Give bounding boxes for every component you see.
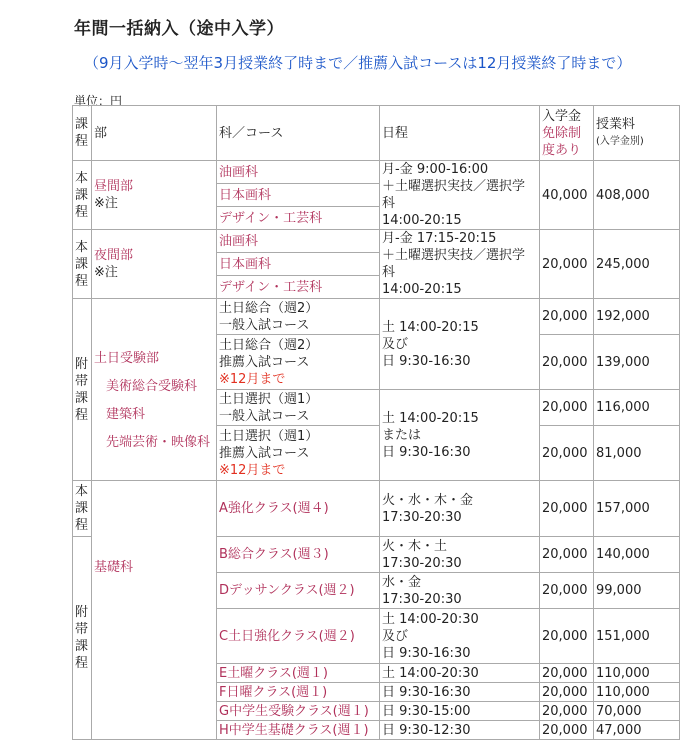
subject-cell: 土日総合（週2） 一般入試コース [217, 299, 380, 335]
header-tuition: 授業料 (入学金別) [594, 106, 680, 161]
page-title: 年間一括納入（途中入学） [74, 19, 284, 39]
entrance-fee: 20,000 [540, 426, 594, 481]
subject-link[interactable]: デザイン・工芸科 [217, 276, 380, 299]
december-note: ※12月まで [219, 371, 286, 387]
schedule-cell: 火・木・土 17:30-20:30 [380, 537, 540, 573]
department-cell: 昼間部 ※注 [92, 161, 217, 230]
header-entrance-fee: 入学金 免除制度あり [540, 106, 594, 161]
course-type-cell: 本課程 [73, 161, 92, 230]
header-subject: 科／コース [217, 106, 380, 161]
tuition-fee: 47,000 [594, 721, 680, 740]
tuition-fee: 110,000 [594, 664, 680, 683]
table-row [73, 161, 680, 184]
schedule-cell: 日 9:30-15:00 [380, 702, 540, 721]
entrance-fee: 20,000 [540, 721, 594, 740]
page-subtitle: （9月入学時～翌年3月授業終了時まで／推薦入試コースは12月授業終了時まで） [84, 54, 632, 72]
subject-cell: 土日選択（週1） 一般入試コース [217, 390, 380, 426]
schedule-cell: 日 9:30-16:30 [380, 683, 540, 702]
entrance-fee: 20,000 [540, 537, 594, 573]
schedule-cell: 土 14:00-20:15 及び 日 9:30-16:30 [380, 299, 540, 390]
tuition-fee: 140,000 [594, 537, 680, 573]
tuition-fee: 192,000 [594, 299, 680, 335]
schedule-cell: 土 14:00-20:30 [380, 664, 540, 683]
table-row [73, 230, 680, 253]
table-row [73, 299, 680, 335]
subject-link[interactable]: F日曜クラス(週１) [217, 683, 380, 702]
tuition-fee: 81,000 [594, 426, 680, 481]
entrance-fee: 20,000 [540, 573, 594, 609]
department-cell [92, 299, 217, 481]
department-cell [92, 537, 217, 740]
schedule-cell: 月-金 17:15-20:15 ＋土曜選択実技／選択学科 14:00-20:15 [380, 230, 540, 299]
department-cell [92, 481, 217, 537]
dept-art-exam-link[interactable]: 美術総合受験科 [106, 379, 198, 394]
schedule-cell: 月-金 9:00-16:00 ＋土曜選択実技／選択学科 14:00-20:15 [380, 161, 540, 230]
course-type-cell: 附帯課程 [73, 537, 92, 740]
tuition-fee: 110,000 [594, 683, 680, 702]
dept-architecture-link[interactable]: 建築科 [106, 407, 146, 422]
schedule-cell: 日 9:30-12:30 [380, 721, 540, 740]
subject-cell: 土日選択（週1） 推薦入試コース ※12月まで [217, 426, 380, 481]
dept-advanced-art-link[interactable]: 先端芸術・映像科 [106, 435, 211, 450]
table-row [73, 537, 680, 573]
tuition-fee: 99,000 [594, 573, 680, 609]
tuition-fee: 151,000 [594, 609, 680, 664]
subject-link[interactable]: A強化クラス(週４) [217, 481, 380, 537]
subject-link[interactable]: E土曜クラス(週１) [217, 664, 380, 683]
entrance-fee: 20,000 [540, 230, 594, 299]
entrance-fee: 40,000 [540, 161, 594, 230]
entrance-fee: 20,000 [540, 683, 594, 702]
tuition-fee: 245,000 [594, 230, 680, 299]
unit-label: 単位：円 [74, 94, 123, 108]
table-row [73, 481, 680, 537]
entrance-fee: 20,000 [540, 664, 594, 683]
dept-day-link[interactable]: 昼間部 [94, 179, 134, 194]
subject-link[interactable]: C土日強化クラス(週２) [217, 609, 380, 664]
department-cell: 夜間部 ※注 [92, 230, 217, 299]
december-note: ※12月まで [219, 462, 286, 478]
course-type-cell: 本課程 [73, 481, 92, 537]
subject-link[interactable]: B総合クラス(週３) [217, 537, 380, 573]
subject-cell: 土日総合（週2） 推薦入試コース ※12月まで [217, 335, 380, 390]
tuition-fee: 408,000 [594, 161, 680, 230]
header-course-type: 課程 [73, 106, 92, 161]
tuition-fee: 70,000 [594, 702, 680, 721]
header-row [73, 106, 680, 161]
entrance-fee: 20,000 [540, 335, 594, 390]
subject-link[interactable]: 油画科 [217, 230, 380, 253]
tuition-fee: 157,000 [594, 481, 680, 537]
subject-link[interactable]: 油画科 [217, 161, 380, 184]
subject-link[interactable]: Dデッサンクラス(週２) [217, 573, 380, 609]
tuition-fee: 116,000 [594, 390, 680, 426]
entrance-fee: 20,000 [540, 609, 594, 664]
subject-link[interactable]: 日本画科 [217, 253, 380, 276]
dept-night-link[interactable]: 夜間部 [94, 248, 134, 263]
course-type-cell: 附帯課程 [73, 299, 92, 481]
subject-link[interactable]: 日本画科 [217, 184, 380, 207]
schedule-cell: 土 14:00-20:30 及び 日 9:30-16:30 [380, 609, 540, 664]
schedule-cell: 土 14:00-20:15 または 日 9:30-16:30 [380, 390, 540, 481]
header-department: 部 [92, 106, 217, 161]
course-type-cell: 本課程 [73, 230, 92, 299]
dept-weekend-link[interactable]: 土日受験部 [94, 351, 160, 366]
dept-basic-link[interactable]: 基礎科 [94, 559, 134, 575]
tuition-fee: 139,000 [594, 335, 680, 390]
subject-link[interactable]: G中学生受験クラス(週１) [217, 702, 380, 721]
subject-link[interactable]: H中学生基礎クラス(週１) [217, 721, 380, 740]
header-schedule: 日程 [380, 106, 540, 161]
fee-table [72, 105, 680, 740]
exemption-link[interactable]: 免除制度あり [542, 125, 582, 158]
entrance-fee: 20,000 [540, 481, 594, 537]
schedule-cell: 火・水・木・金 17:30-20:30 [380, 481, 540, 537]
schedule-cell: 水・金 17:30-20:30 [380, 573, 540, 609]
entrance-fee: 20,000 [540, 702, 594, 721]
entrance-fee: 20,000 [540, 390, 594, 426]
subject-link[interactable]: デザイン・工芸科 [217, 207, 380, 230]
entrance-fee: 20,000 [540, 299, 594, 335]
